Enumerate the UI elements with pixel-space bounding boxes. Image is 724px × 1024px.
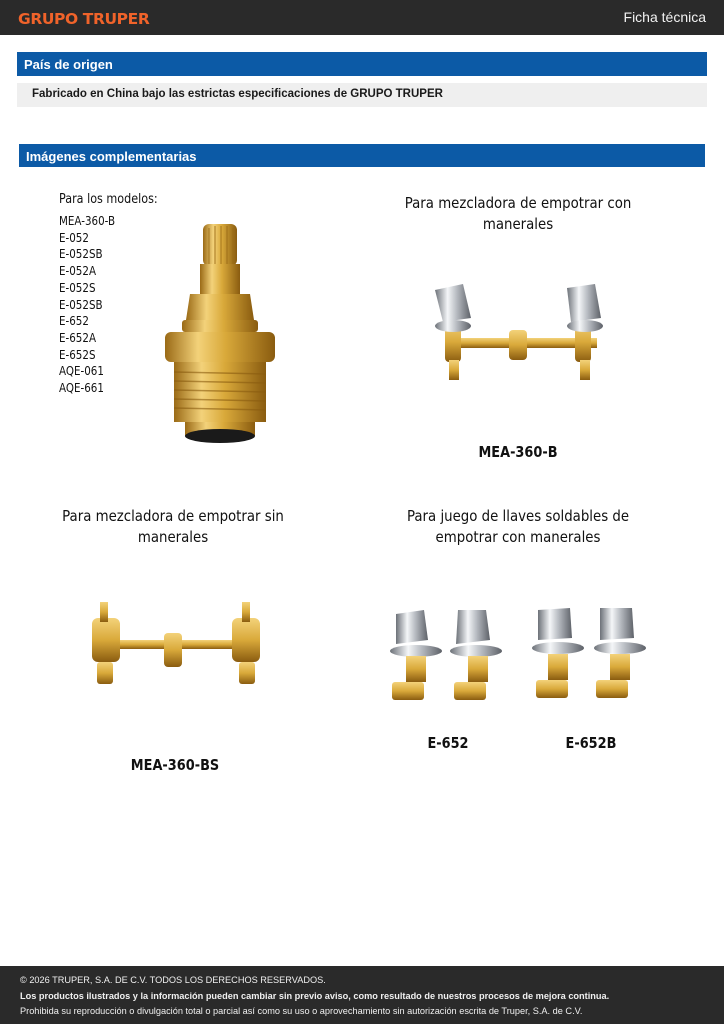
origin-box: [17, 83, 707, 107]
list-item: AQE-061: [59, 364, 104, 379]
footer: [0, 966, 724, 1024]
mixer-without-handles-image: [88, 600, 264, 690]
caption-llaves: [382, 506, 654, 548]
caption-line: Para mezcladora de empotrar sin: [62, 507, 284, 525]
list-item: E-052A: [59, 264, 97, 279]
caption-sin-manerales: [37, 506, 309, 548]
mixer-with-handles-image: [425, 278, 615, 384]
caption-line: manerales: [482, 215, 554, 233]
caption-line: manerales: [137, 528, 209, 546]
list-item: E-052S: [59, 280, 96, 295]
valve-e652b-image: [530, 604, 652, 702]
footer-copyright: © 2026 TRUPER, S.A. DE C.V. TODOS LOS DERECHOS RESERVADOS.: [20, 975, 326, 985]
models-list: [59, 213, 115, 397]
header-bar: [0, 0, 724, 35]
caption-con-manerales: [382, 193, 654, 235]
list-item: E-652: [59, 314, 89, 329]
document-type: Ficha técnica: [623, 9, 706, 25]
list-item: E-052SB: [59, 297, 103, 312]
list-item: E-052: [59, 230, 89, 245]
model-label-mea-360-b: MEA-360-B: [478, 443, 558, 461]
list-item: E-652A: [59, 330, 97, 345]
origin-section-title: País de origen: [24, 57, 113, 72]
caption-line: empotrar con manerales: [435, 528, 601, 546]
models-heading: Para los modelos:: [59, 192, 158, 207]
list-item: E-652S: [59, 347, 96, 362]
brand-logo: GRUPO TRUPER: [18, 10, 150, 28]
images-section-header: [19, 144, 705, 167]
list-item: MEA-360-B: [59, 214, 116, 228]
origin-text: Fabricado en China bajo las estrictas especificaciones de GRUPO TRUPER: [32, 88, 443, 100]
model-label-mea-360-bs: MEA-360-BS: [130, 756, 220, 774]
origin-section-header: [17, 52, 707, 76]
caption-line: Para juego de llaves soldables de: [406, 507, 630, 525]
caption-line: Para mezcladora de empotrar con: [404, 194, 632, 212]
list-item: E-052SB: [59, 247, 103, 262]
cartridge-image: [160, 220, 280, 448]
images-section-title: Imágenes complementarias: [26, 149, 197, 164]
footer-notice: Los productos ilustrados y la información pueden cambiar sin previo aviso, como resultado de nuestros procesos de mejora continua.: [20, 991, 610, 1001]
list-item: AQE-661: [59, 381, 104, 396]
model-label-e-652b: E-652B: [565, 734, 617, 752]
model-label-e-652: E-652: [427, 734, 469, 752]
footer-prohibition: Prohibida su reproducción o divulgación total o parcial así como su uso o aprovechamiento sin autorización escrita de Truper, S.A. de C.V.: [20, 1006, 583, 1016]
valve-e652-image: [388, 606, 510, 704]
